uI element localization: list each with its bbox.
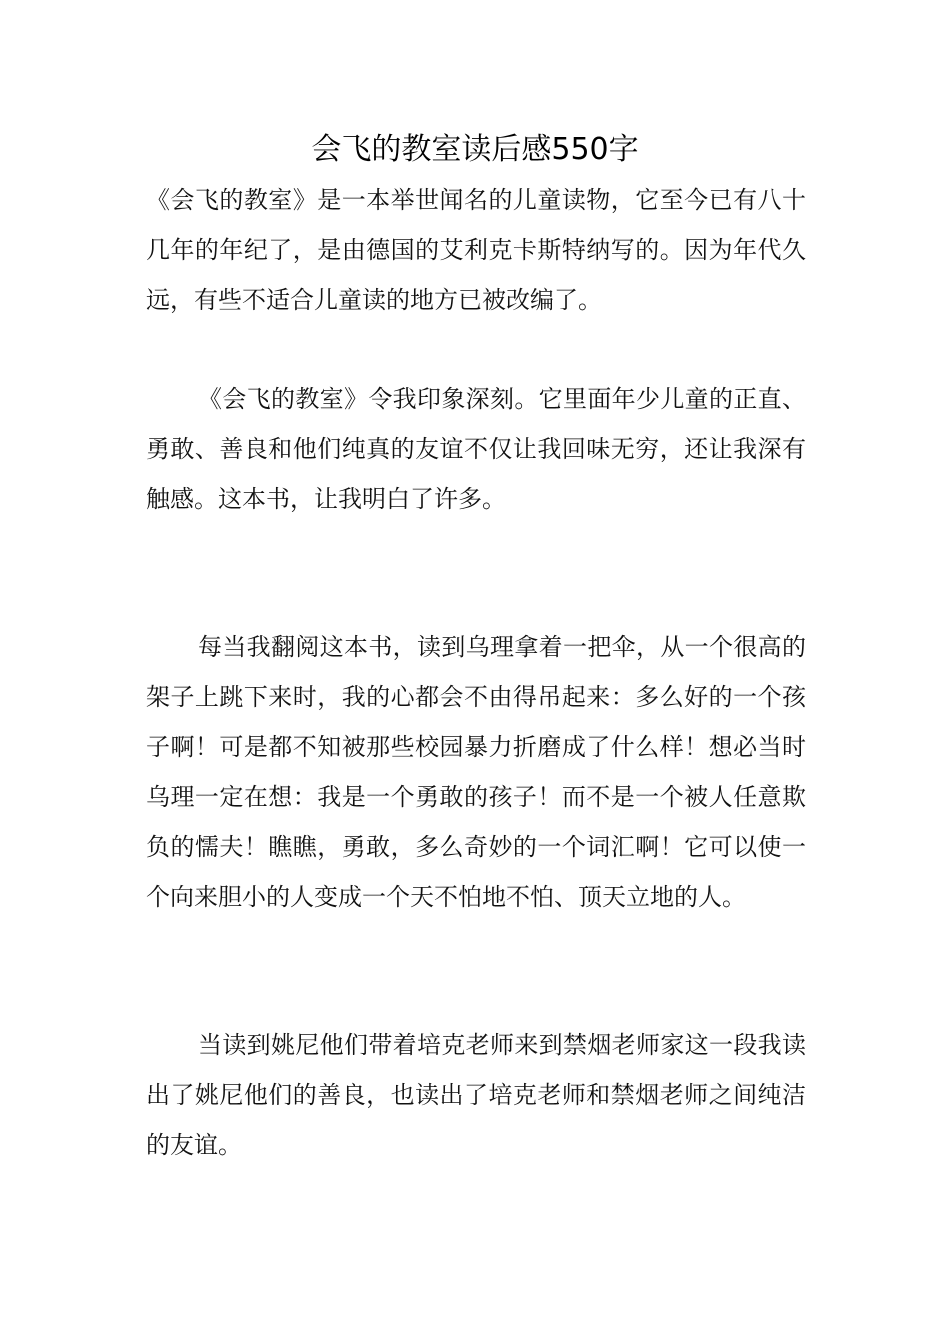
paragraph-friendship: 当读到姚尼他们带着培克老师来到禁烟老师家这一段我读出了姚尼他们的善良，也读出了培克老师和禁烟老师之间纯洁的友谊。 <box>146 1031 806 1159</box>
paragraph-intro: 《会飞的教室》是一本举世闻名的儿童读物，它至今已有八十几年的年纪了，是由德国的艾利克卡斯特纳写的。因为年代久远，有些不适合儿童读的地方已被改编了。 <box>146 186 806 314</box>
document-title: 会飞的教室读后感550字 <box>311 132 639 167</box>
paragraph-impression: 《会飞的教室》令我印象深刻。它里面年少儿童的正直、勇敢、善良和他们纯真的友谊不仅让我回味无穷，还让我深有触感。这本书，让我明白了许多。 <box>146 385 806 513</box>
paragraph-courage: 每当我翻阅这本书，读到乌理拿着一把伞，从一个很高的架子上跳下来时，我的心都会不由得吊起来：多么好的一个孩子啊！可是都不知被那些校园暴力折磨成了什么样！想必当时乌理一定在想：我是一个勇敢的孩子！而不是一个被人任意欺负的懦夫！瞧瞧，勇敢，多么奇妙的一个词汇啊！它可以使一个向来胆小的人变成一个天不怕地不怕、顶天立地的人。 <box>146 633 806 911</box>
